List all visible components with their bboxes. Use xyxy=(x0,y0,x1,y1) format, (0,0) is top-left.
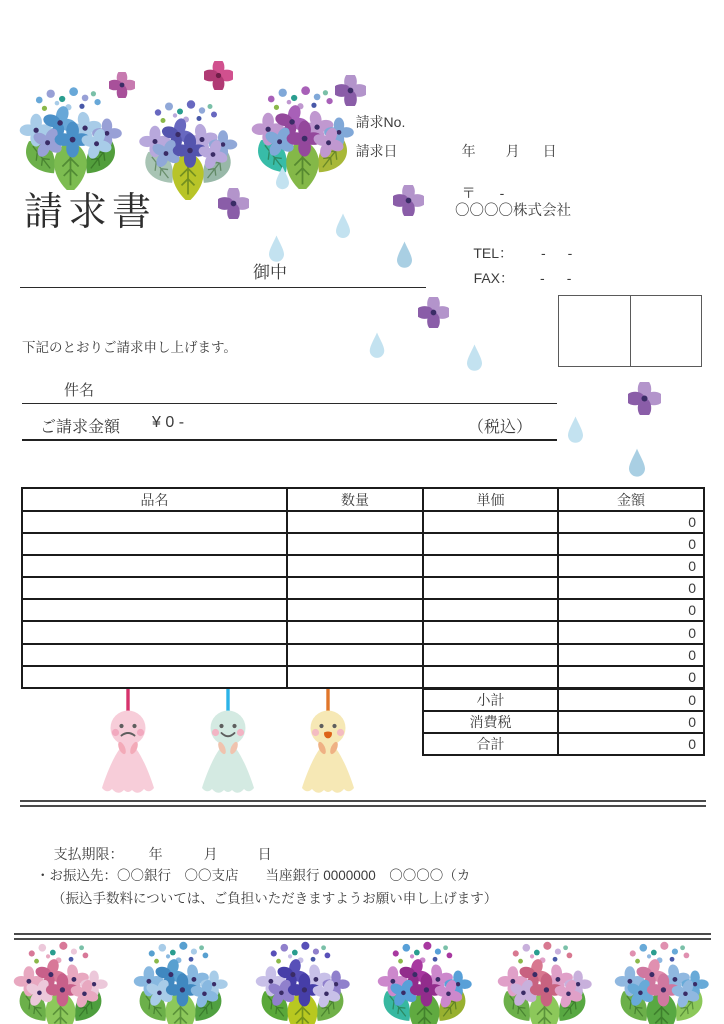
unit-price-cell[interactable] xyxy=(423,599,558,621)
tel-sep: - xyxy=(541,245,546,261)
col-header-item: 品名 xyxy=(22,488,287,511)
qty-cell[interactable] xyxy=(287,555,423,577)
total-value: 0 xyxy=(558,733,704,755)
subject-underline xyxy=(22,403,557,404)
table-row xyxy=(22,666,704,688)
table-row xyxy=(22,621,704,643)
amount-cell: 0 xyxy=(558,666,704,688)
subject-label: 件名 xyxy=(64,382,95,399)
qty-cell[interactable] xyxy=(287,511,423,533)
item-name-cell[interactable] xyxy=(22,555,287,577)
amount-cell: 0 xyxy=(558,621,704,643)
flower-icon xyxy=(628,382,661,415)
stamp-box xyxy=(558,295,702,367)
footer-divider xyxy=(20,800,706,807)
item-name-cell[interactable] xyxy=(22,644,287,666)
subtotal-row xyxy=(423,689,704,711)
table-row xyxy=(22,555,704,577)
total-label: 合計 xyxy=(423,733,558,755)
unit-price-cell[interactable] xyxy=(423,666,558,688)
table-row xyxy=(22,644,704,666)
tel-sep: - xyxy=(567,245,573,261)
unit-price-cell[interactable] xyxy=(423,533,558,555)
raindrop-icon xyxy=(334,213,352,241)
tel-label: TEL： xyxy=(473,245,513,261)
col-header-qty: 数量 xyxy=(287,488,423,511)
stamp-cell xyxy=(631,296,702,366)
hydrangea-cluster-bottom-4 xyxy=(367,939,482,1024)
due-year-label: 年 xyxy=(148,846,163,862)
item-name-cell[interactable] xyxy=(22,599,287,621)
teruterubozu-pink xyxy=(88,689,168,799)
hydrangea-cluster-bottom-3 xyxy=(245,939,360,1024)
amount-cell: 0 xyxy=(558,555,704,577)
raindrop-icon xyxy=(395,241,414,271)
unit-price-cell[interactable] xyxy=(423,644,558,666)
due-day-label: 日 xyxy=(257,846,272,862)
subtotal-value: 0 xyxy=(558,689,704,711)
recipient-underline xyxy=(20,287,426,288)
amount-cell: 0 xyxy=(558,533,704,555)
tax-value: 0 xyxy=(558,711,704,733)
qty-cell[interactable] xyxy=(287,621,423,643)
unit-price-cell[interactable] xyxy=(423,511,558,533)
postal-sep: - xyxy=(499,185,505,201)
items-table xyxy=(21,487,705,689)
qty-cell[interactable] xyxy=(287,644,423,666)
qty-cell[interactable] xyxy=(287,577,423,599)
table-row xyxy=(22,511,704,533)
tax-note: （税込） xyxy=(468,419,533,436)
amount-underline xyxy=(22,439,557,441)
unit-price-cell[interactable] xyxy=(423,555,558,577)
fax-row xyxy=(458,252,571,304)
raindrop-icon xyxy=(566,416,585,446)
recipient-honorific: 御中 xyxy=(253,263,287,282)
hydrangea-cluster-bottom-6 xyxy=(604,939,719,1024)
raindrop-icon xyxy=(274,166,291,192)
page-title: 請求書 xyxy=(24,191,157,234)
item-name-cell[interactable] xyxy=(22,666,287,688)
flower-icon xyxy=(218,188,249,219)
col-header-amount: 金額 xyxy=(558,488,704,511)
raindrop-icon xyxy=(465,344,484,374)
raindrop-icon xyxy=(627,448,647,480)
invoice-no-label: 請求No. xyxy=(355,114,406,130)
qty-cell[interactable] xyxy=(287,599,423,621)
transfer-fee-line: （振込手数料については、ご負担いただきますようお願い申し上げます） xyxy=(52,891,498,906)
amount-cell: 0 xyxy=(558,644,704,666)
sender-company: 〇〇〇〇株式会社 xyxy=(455,203,571,219)
flower-icon xyxy=(418,297,449,328)
total-row xyxy=(423,733,704,755)
items-header-row xyxy=(22,488,704,511)
qty-cell[interactable] xyxy=(287,533,423,555)
hydrangea-cluster-bottom-1 xyxy=(3,939,118,1024)
table-row xyxy=(22,533,704,555)
summary-table xyxy=(422,688,705,756)
teruterubozu-yellow xyxy=(288,689,368,799)
flower-icon xyxy=(204,61,233,90)
item-name-cell[interactable] xyxy=(22,577,287,599)
date-year-label: 年 xyxy=(461,143,476,159)
item-name-cell[interactable] xyxy=(22,511,287,533)
fax-label: FAX： xyxy=(473,270,515,286)
raindrop-icon xyxy=(368,332,386,361)
amount-value[interactable]: ¥ 0 - xyxy=(152,414,185,431)
table-row xyxy=(22,599,704,621)
col-header-unit-price: 単価 xyxy=(423,488,558,511)
stamp-cell xyxy=(559,296,631,366)
tax-label: 消費税 xyxy=(423,711,558,733)
intro-text: 下記のとおりご請求申し上げます。 xyxy=(22,340,237,355)
subtotal-label: 小計 xyxy=(423,689,558,711)
flower-icon xyxy=(109,72,135,98)
tax-row xyxy=(423,711,704,733)
item-name-cell[interactable] xyxy=(22,533,287,555)
table-row xyxy=(22,577,704,599)
flower-icon xyxy=(393,185,424,216)
fax-sep: - xyxy=(566,270,572,286)
amount-label: ご請求金額 xyxy=(40,419,121,436)
teruterubozu-mint xyxy=(188,689,268,799)
hydrangea-cluster-bottom-2 xyxy=(123,939,238,1024)
hydrangea-cluster-top-left xyxy=(8,85,133,190)
unit-price-cell[interactable] xyxy=(423,577,558,599)
amount-cell: 0 xyxy=(558,577,704,599)
due-label: 支払期限： xyxy=(53,846,124,862)
item-name-cell[interactable] xyxy=(22,621,287,643)
amount-cell: 0 xyxy=(558,511,704,533)
fax-sep: - xyxy=(540,270,545,286)
qty-cell[interactable] xyxy=(287,666,423,688)
hydrangea-cluster-bottom-5 xyxy=(487,939,602,1024)
amount-cell: 0 xyxy=(558,599,704,621)
due-month-label: 月 xyxy=(203,846,218,862)
date-month-label: 月 xyxy=(505,143,520,159)
invoice-date-label: 請求日 xyxy=(355,143,398,159)
unit-price-cell[interactable] xyxy=(423,621,558,643)
bank-transfer-line: ・お振込先：〇〇銀行 〇〇支店 当座銀行 0000000 〇〇〇〇（カ xyxy=(36,868,471,883)
date-day-label: 日 xyxy=(542,143,557,159)
postal-mark: 〒 xyxy=(461,185,476,201)
